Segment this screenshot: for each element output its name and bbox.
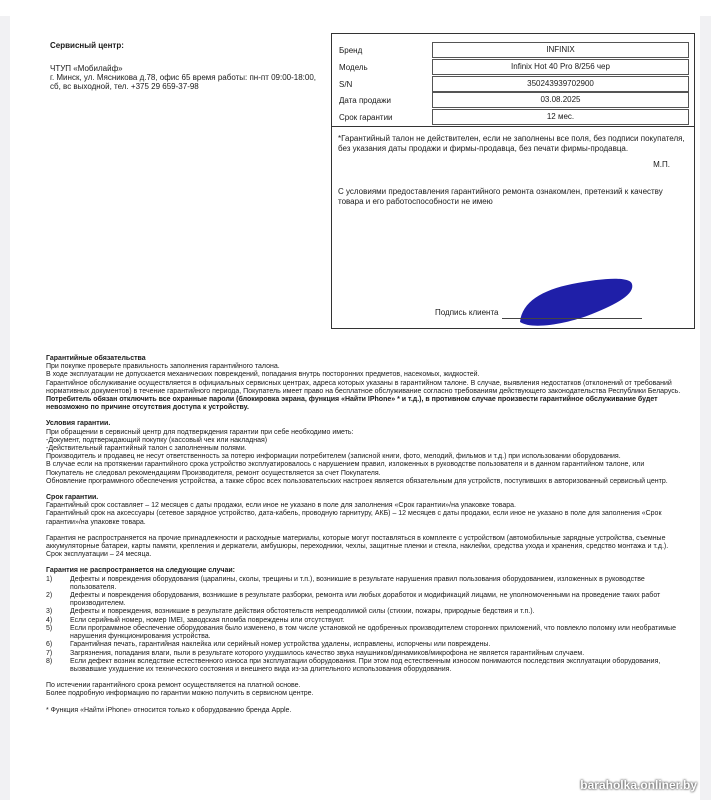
- signature-scribble: [512, 272, 637, 332]
- service-center-address: г. Минск, ул. Мясникова д.78, офис 65 время работы: пн-пт 09:00-18:00, сб, вс выходной, тел. +375 29 659-37-98: [50, 73, 317, 91]
- warranty-card: [331, 33, 695, 329]
- after-2: Более подробную информацию по гарантии можно получить в сервисном центре.: [46, 690, 314, 698]
- exclusion-item: 1) Дефекты и повреждения оборудования (царапины, сколы, трещины и т.п.), возникшие в результате нарушения правил пользования оборудованием, изложенных в руководстве пользователя.: [46, 575, 645, 591]
- brand-label: Бренд: [339, 46, 363, 55]
- obligation-2: В ходе эксплуатации не допускается механических повреждений, попадания внутрь посторонних предметов, насекомых, жидкостей.: [46, 371, 480, 379]
- obligation-bold: Потребитель обязан отключить все охранные пароли (блокировка экрана, функция «Найти IPhone» * и т.д.), в противном случае произвести гарантийное обслуживание будет невозможно по причине отсутствия доступа к устройству.: [46, 396, 658, 412]
- condition-5: В случае если на протяжении гарантийного срока устройство эксплуатировалось с нарушением правил, изложенных в руководстве пользователя и в данном гарантийном талоне, или Покупатель не следовал рекомендациям Производителя, ремонт осуществляется за счет Покупателя.: [46, 461, 645, 477]
- warranty-period-value: 12 мес.: [432, 109, 689, 125]
- conditions-title: Условия гарантии.: [46, 420, 111, 428]
- signature-line: [502, 318, 642, 319]
- watermark: baraholka.onliner.by: [580, 778, 697, 792]
- condition-3: -Действительный гарантийный талон с заполненным полями.: [46, 445, 247, 453]
- condition-1: При обращении в сервисный центр для подтверждения гарантии при себе необходимо иметь:: [46, 428, 354, 436]
- stamp-label: М.П.: [653, 160, 670, 169]
- consumables-1: Гарантия не распространяется на прочие принадлежности и расходные материалы, которые могут поставляться в комплекте с устройством (автомобильные зарядные устройства, съемные аккумуляторные батареи, карты памяти, крепления и держатели, амбушюры, переходники, чехлы, защитные пленки и стекла, наклейки, средства ухода и хранения, средство монтажа и т.д.).: [46, 534, 669, 551]
- model-value: Infinix Hot 40 Pro 8/256 чер: [432, 59, 689, 75]
- obligation-3: Гарантийное обслуживание осуществляется в официальных сервисных центрах, адреса которых указаны в гарантийном талоне. В случае, выявления недостатков (отклонений от требований нормативных документов) в течение гарантийного периода, Покупатель имеет право на бесплатное обслуживание согласно требованиям действующего законодательства Республики Беларусь.: [46, 379, 681, 395]
- agreement-text: С условиями предоставления гарантийного ремонта ознакомлен, претензий к качеству товара и его работоспособности не имею: [338, 187, 663, 206]
- warranty-period-label: Срок гарантии: [339, 113, 393, 122]
- exclusion-item: 8) Если дефект возник вследствие естественного износа при эксплуатации оборудования. При этом под естественным износом понимаются последствия эксплуатации оборудования, вызвавшие ухудшение их технического состояния и внешнего вида из-за длительного использования оборудования.: [46, 657, 661, 673]
- row-serial: [332, 76, 694, 92]
- exclusion-item: 5) Если программное обеспечение оборудования было изменено, в том числе установкой не одобренных производителем сторонних приложений, что повлекло поломку или необратимые нарушения функционирования устройства.: [46, 624, 676, 641]
- warranty-warning: *Гарантийный талон не действителен, если не заполнены все поля, без подписи покупателя, без указания даты продажи и фирмы-продавца, без печати фирмы-продавца.: [338, 134, 685, 153]
- exclusion-item: 4) Если серийный номер, номер IMEI, заводская пломба повреждены или отсутствуют.: [46, 616, 345, 624]
- exclusion-item: 3) Дефекты и повреждения, возникшие в результате действия обстоятельств непреодолимой силы (стихии, пожары, природные бедствия и т.п.).: [46, 608, 535, 616]
- service-center-name: ЧТУП «Мобилайф»: [50, 64, 123, 73]
- row-sale-date: [332, 92, 694, 108]
- period-title: Срок гарантии.: [46, 494, 99, 502]
- condition-6: Обновление программного обеспечения устройства, а также сброс всех пользовательских настроек является обязательным для устройств, поступивших в авторизованный сервисный центр.: [46, 477, 668, 485]
- footnote: * Функция «Найти iPhone» относится только к оборудованию бренда Apple.: [46, 706, 292, 714]
- sale-date-value: 03.08.2025: [432, 92, 689, 108]
- obligations-title: Гарантийные обязательства: [46, 355, 146, 362]
- obligation-1: При покупке проверьте правильность заполнения гарантийного талона.: [46, 363, 280, 371]
- divider: [332, 126, 694, 127]
- row-brand: [332, 42, 694, 58]
- serial-value: 350243939702900: [432, 76, 689, 92]
- warranty-terms: [46, 355, 682, 715]
- service-center-label: Сервисный центр:: [50, 41, 124, 50]
- period-1: Гарантийный срок составляет – 12 месяцев с даты продажи, если иное не указано в поле для заполнения «Срок гарантии»/на упаковке товара.: [46, 502, 516, 510]
- condition-4: Производитель и продавец не несут ответственность за потерю информации потребителем (записной книги, фото, мелодий, фильмов и т.д.) при использовании оборудования.: [46, 453, 621, 461]
- exclusion-item: 2) Дефекты и повреждения оборудования, возникшие в результате разборки, ремонта или любых доработок и модификаций лицами, не уполномоченными на проведение таких работ производителем.: [46, 592, 661, 608]
- model-label: Модель: [339, 63, 368, 72]
- signature-label: Подпись клиента: [435, 308, 499, 317]
- row-warranty-period: [332, 109, 694, 125]
- period-2: Гарантийный срок на аксессуары (сетевое зарядное устройство, дата-кабель, проводную гарнитуру, АКБ) – 12 месяцев с даты продажи, если иное не указано в поле для заполнения «Срок гарантии»/на упаковке товара.: [46, 510, 662, 526]
- consumables-2: Срок эксплуатации – 24 месяца.: [46, 551, 152, 559]
- after-1: По истечении гарантийного срока ремонт осуществляется на платной основе.: [46, 682, 301, 690]
- exclusions-title: Гарантия не распространяется на следующие случаи:: [46, 567, 235, 575]
- exclusion-item: 7) Загрязнения, попадания влаги, пыли в результате которого ухудшилось качество звука наушников/динамиков/микрофона не является гарантийным случаем.: [46, 649, 585, 657]
- sale-date-label: Дата продажи: [339, 96, 391, 105]
- exclusion-item: 6) Гарантийная печать, гарантийная наклейка или серийный номер устройства удалены, исправлены, испорчены или повреждены.: [46, 641, 491, 649]
- serial-label: S/N: [339, 80, 353, 89]
- row-model: [332, 59, 694, 75]
- brand-value: INFINIX: [432, 42, 689, 58]
- condition-2: -Документ, подтверждающий покупку (кассовый чек или накладная): [46, 436, 268, 444]
